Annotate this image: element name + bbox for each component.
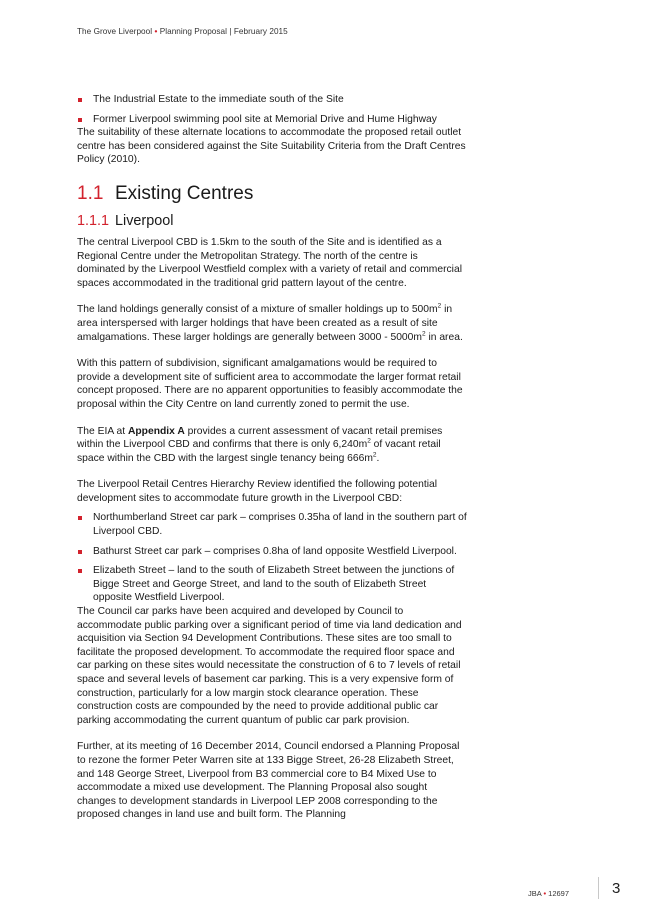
paragraph-council-car-parks: The Council car parks have been acquired and developed by Council to accommodate public parking over a significant period of time via land dedication and acquisition via Section 94 Development Contributions. These sites are too small to facilitate the proposed development. To accommodate the required floor space and car parking on these sites would necessitate the construction of 6 to 7 levels of retail space and several levels of basement car parking. This is a very expensive form of construction, particularly for a low margin stock clearance operation. These construction costs are compounded by the need to provide additional public car parking accommodating the current quantum of public car park provision. (77, 606, 462, 726)
footer-reference (528, 889, 569, 898)
intro-paragraph: The suitability of these alternate locations to accommodate the proposed retail outlet centre has been considered against the Site Suitability Criteria from the Draft Centres Policy (2010). (77, 127, 466, 166)
footer-divider (598, 877, 599, 899)
paragraph-hierarchy-review: The Liverpool Retail Centres Hierarchy Review identified the following potential development sites to accommodate future growth in the Liverpool CBD: (77, 479, 438, 504)
paragraph-eia: The EIA at Appendix A provides a current assessment of vacant retail premises within the Liverpool CBD and confirms that there is only $6,240m^2$ of vacant retail space within the CBD with the largest single tenancy being $666m^2$. (77, 425, 443, 464)
footer-org: JBA (528, 889, 542, 898)
site-bullet-list (77, 511, 467, 605)
list-item: Former Liverpool swimming pool site at Memorial Drive and Hume Highway (77, 113, 467, 127)
bullet-square-icon (78, 569, 82, 573)
footer-ref-number: 12697 (548, 889, 570, 898)
section-title: Existing Centres (115, 182, 254, 204)
section-heading (77, 183, 467, 205)
page-number: 3 (612, 880, 621, 897)
superscript: 2 (437, 302, 442, 310)
running-header (77, 27, 288, 36)
intro-bullet-list (77, 93, 467, 126)
list-item: Bathurst Street car park – comprises 0.8ha of land opposite Westfield Liverpool. (77, 545, 467, 559)
paragraph-cbd-overview: The central Liverpool CBD is 1.5km to the south of the Site and is identified as a Regional Centre under the Metropolitan Strategy. The north of the centre is dominated by the Liverpool Westfield complex with a variety of retail and commercial spaces accommodated in the traditional grid pattern layout of the centre. (77, 236, 462, 289)
bullet-square-icon (78, 550, 82, 554)
superscript: 2 (372, 451, 377, 459)
subsection-number: 1.1.1 (77, 212, 110, 229)
subsection-title: Liverpool (115, 212, 174, 229)
list-item: Elizabeth Street – land to the south of Elizabeth Street between the junctions of Bigge Street and George Street, and land to the south of Elizabeth Street opposite Westfield Liverpool. (77, 564, 467, 605)
separator-dot-icon: • (154, 27, 158, 36)
paragraph-subdivision: With this pattern of subdivision, significant amalgamations would be required to provide a development site of sufficient area to accommodate the larger format retail concept proposed. There are no apparent opportunities to feasibly accommodate the proposal within the City Centre on land currently zoned to permit the use. (77, 358, 463, 410)
body-content (77, 93, 467, 835)
paragraph-land-holdings: The land holdings generally consist of a mixture of smaller holdings up to $500m^2$ in area interspersed with larger holdings that have been created as a result of site amalgamations. These larger holdings are generally between $3000 - 5000m^2$ in area. (77, 302, 463, 343)
superscript: 2 (367, 437, 371, 445)
paragraph-planning-proposal: Further, at its meeting of 16 December 2014, Council endorsed a Planning Proposal to rezone the former Peter Warren site at 133 Bigge Street, 26-28 Elizabeth Street, and 148 George Street, Liverpool from B3 commercial core to B4 Mixed Use to accommodate a mixed use development. The Planning Proposal also sought changes to development standards in Liverpool LEP 2008 corresponding to the proposed changes in land use and built form. The Planning (77, 741, 460, 821)
appendix-reference: Appendix A (127, 425, 185, 437)
header-subtitle: Planning Proposal | February 2015 (159, 27, 288, 36)
separator-dot-icon: • (543, 889, 547, 898)
section-number: 1.1 (77, 182, 104, 204)
bullet-square-icon (78, 98, 82, 102)
bullet-square-icon (78, 516, 82, 520)
header-title: The Grove Liverpool (77, 27, 153, 36)
list-item: The Industrial Estate to the immediate south of the Site (77, 93, 467, 107)
subsection-heading (77, 213, 467, 230)
list-item: Northumberland Street car park – comprises 0.35ha of land in the southern part of Liverpool CBD. (77, 511, 467, 538)
superscript: 2 (421, 330, 426, 338)
bullet-square-icon (78, 118, 82, 122)
